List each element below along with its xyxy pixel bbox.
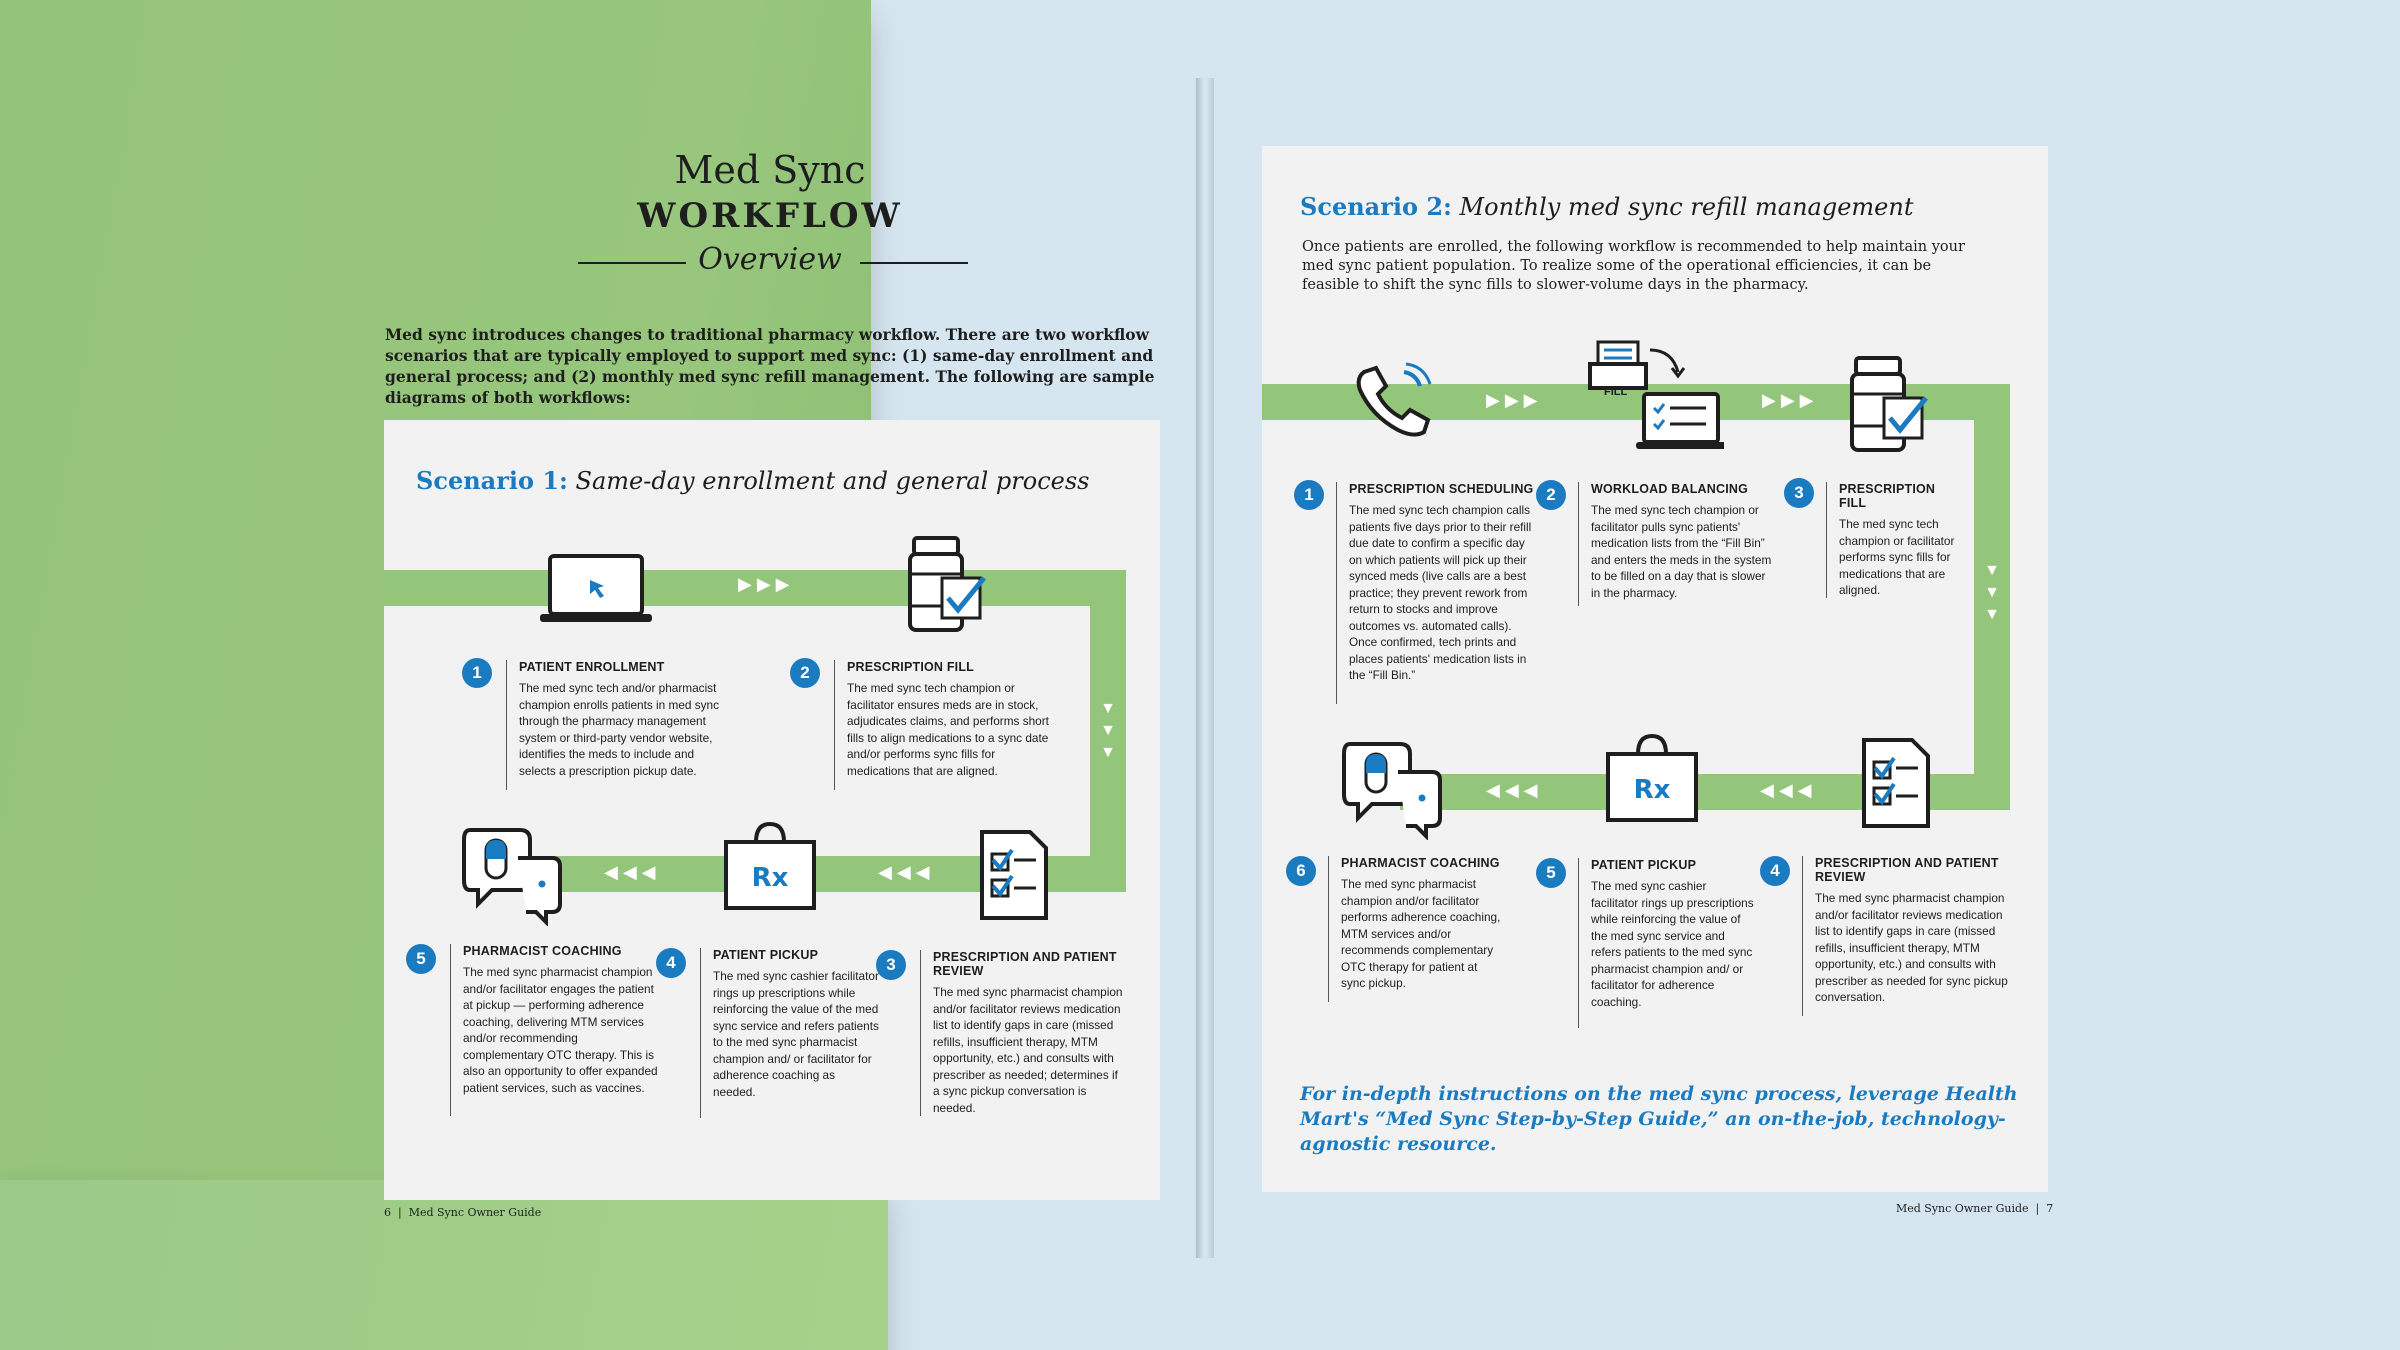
flow2-arrows-right-1: ▶▶▶ bbox=[1486, 390, 1543, 410]
svg-text:Rx: Rx bbox=[1633, 775, 1671, 805]
page-subtitle: Overview bbox=[698, 242, 842, 277]
laptop-icon bbox=[538, 552, 654, 628]
scenario-2-title bbox=[1300, 192, 1913, 221]
pill-speech-icon bbox=[462, 824, 564, 926]
phone-icon bbox=[1354, 362, 1438, 438]
rx-bag-icon bbox=[1604, 730, 1700, 826]
scenario-2-intro: Once patients are enrolled, the following workflow is recommended to help maintain your med sync patient population. To realize some of the operational efficiencies, it can be feasible to shift the sync fills to slower-volume days in the pharmacy. bbox=[1302, 239, 1965, 293]
flow-arrows-left-2: ◀◀◀ bbox=[604, 862, 661, 882]
step-4-number: 4 bbox=[656, 948, 686, 978]
step-5-pharmacist-coaching: PHARMACIST COACHING The med sync pharmacist champion and/or facilitator engages the patient at pickup — performing adherence coaching, delivering MTM services and/or recommending complementary OTC therapy. This is also an opportunity to offer expanded patient services, such as vaccines. bbox=[450, 944, 660, 1116]
step-1-number: 1 bbox=[462, 658, 492, 688]
intro-paragraph: Med sync introduces changes to traditional pharmacy workflow. There are two workflow scenarios that are typically employed to support med sync: (1) same-day enrollment and general process; and (2) monthly med sync refill management. The following are sample diagrams of both workflows: bbox=[385, 325, 1155, 407]
pill-speech-icon bbox=[1342, 738, 1444, 840]
s2-step-4-number: 4 bbox=[1760, 856, 1790, 886]
step-2-number: 2 bbox=[790, 658, 820, 688]
checklist-icon bbox=[978, 828, 1050, 922]
s2-step-6-number: 6 bbox=[1286, 856, 1316, 886]
step-3-prescription-review: PRESCRIPTION AND PATIENT REVIEW The med sync pharmacist champion and/or facilitator reviews medication list to identify gaps in care (missed refills, insufficient therapy, MTM opportunity, etc.) and consults with prescriber as needed; determines if a sync pickup conversation is needed. bbox=[920, 950, 1126, 1116]
s2-step-2-number: 2 bbox=[1536, 480, 1566, 510]
s2-step-2-workload-balancing: WORKLOAD BALANCING The med sync tech champion or facilitator pulls sync patients' medication lists from the “Fill Bin” and enters the meds in the system to be filled on a day that is slower in the pharmacy. bbox=[1578, 482, 1772, 606]
s2-step-5-number: 5 bbox=[1536, 858, 1566, 888]
scenario-1-subtitle: Same-day enrollment and general process bbox=[575, 467, 1090, 495]
checklist-icon bbox=[1860, 736, 1932, 830]
pill-bottle-icon bbox=[1848, 354, 1934, 454]
flow-arrows-left-1: ◀◀◀ bbox=[878, 862, 935, 882]
s2-step-3-number: 3 bbox=[1784, 478, 1814, 508]
step-3-number: 3 bbox=[876, 950, 906, 980]
footer-right: Med Sync Owner Guide | 7 bbox=[1896, 1202, 2054, 1215]
s2-step-6-pharmacist-coaching: PHARMACIST COACHING The med sync pharmacist champion and/or facilitator performs adherence coaching, MTM services and/or recommends complementary OTC therapy for patient at sync pickup. bbox=[1328, 856, 1504, 1002]
step-4-patient-pickup: PATIENT PICKUP The med sync cashier facilitator rings up prescriptions while reinforcing the value of the med sync service and refers patients to the med sync pharmacist champion and/ or facilitator for adherence coaching as needed. bbox=[700, 948, 880, 1118]
step-2-prescription-fill: PRESCRIPTION FILL The med sync tech champion or facilitator ensures meds are in stock, adjudicates claims, and performs short fills to align medications to a sync date and/or performs sync fills for medications that are aligned. bbox=[834, 660, 1060, 790]
footer-left: 6 | Med Sync Owner Guide bbox=[384, 1206, 542, 1219]
rx-bag-icon bbox=[722, 818, 818, 914]
flow2-arrows-down: ▼ ▼ ▼ bbox=[1984, 562, 2000, 623]
book-spine bbox=[1196, 78, 1214, 1258]
page-title-line2: WORKFLOW bbox=[637, 196, 903, 236]
s2-step-3-prescription-fill: PRESCRIPTION FILL The med sync tech champion or facilitator performs sync fills for medications that are aligned. bbox=[1826, 482, 1956, 598]
s2-step-5-patient-pickup: PATIENT PICKUP The med sync cashier facilitator rings up prescriptions while reinforcing the value of the med sync service and refers patients to the med sync pharmacist champion and/ or facilitator for adherence coaching. bbox=[1578, 858, 1754, 1028]
svg-text:Rx: Rx bbox=[751, 863, 789, 893]
page-title-line1: Med Sync bbox=[674, 148, 866, 192]
flow2-arrows-left-2: ◀◀◀ bbox=[1486, 780, 1543, 800]
scenario-2-lead: Scenario 2: bbox=[1300, 192, 1452, 221]
scenario-2-subtitle: Monthly med sync refill management bbox=[1459, 193, 1914, 221]
flow-arrows-down: ▼ ▼ ▼ bbox=[1100, 700, 1116, 761]
step-5-number: 5 bbox=[406, 944, 436, 974]
s2-step-1-prescription-scheduling: PRESCRIPTION SCHEDULING The med sync tech champion calls patients five days prior to their refill due date to confirm a specific day on which patients will pick up their synced meds (live calls are a best practice; they prevent rework from return to stocks and improve outcomes vs. automated calls). Once confirmed, tech prints and places patients' medication lists in the “Fill Bin.” bbox=[1336, 482, 1536, 704]
title-rule-right bbox=[860, 262, 968, 264]
closing-note: For in-depth instructions on the med sync process, leverage Health Mart's “Med Sync Step-by-Step Guide,” an on-the-job, technology-agnostic resource. bbox=[1300, 1083, 2018, 1155]
scenario-1-lead: Scenario 1: bbox=[416, 466, 568, 495]
fill-bin-label: FILL bbox=[1604, 386, 1628, 398]
scenario-1-title bbox=[416, 466, 1089, 495]
flow2-arrows-right-2: ▶▶▶ bbox=[1762, 390, 1819, 410]
s2-step-1-number: 1 bbox=[1294, 480, 1324, 510]
flow2-arrows-left-1: ◀◀◀ bbox=[1760, 780, 1817, 800]
s2-step-4-prescription-review: PRESCRIPTION AND PATIENT REVIEW The med sync pharmacist champion and/or facilitator reviews medication list to identify gaps in care (missed refills, insufficient therapy, MTM opportunity, etc.) and consults with prescriber as needed for sync pickup conversation. bbox=[1802, 856, 2008, 1016]
flow-arrows-right: ▶▶▶ bbox=[738, 574, 795, 594]
pill-bottle-icon bbox=[906, 534, 992, 634]
step-1-patient-enrollment: PATIENT ENROLLMENT The med sync tech and/or pharmacist champion enrolls patients in med sync through the pharmacy management system or third-party vendor website, identifies the meds to include and selects a prescription pickup date. bbox=[506, 660, 730, 790]
